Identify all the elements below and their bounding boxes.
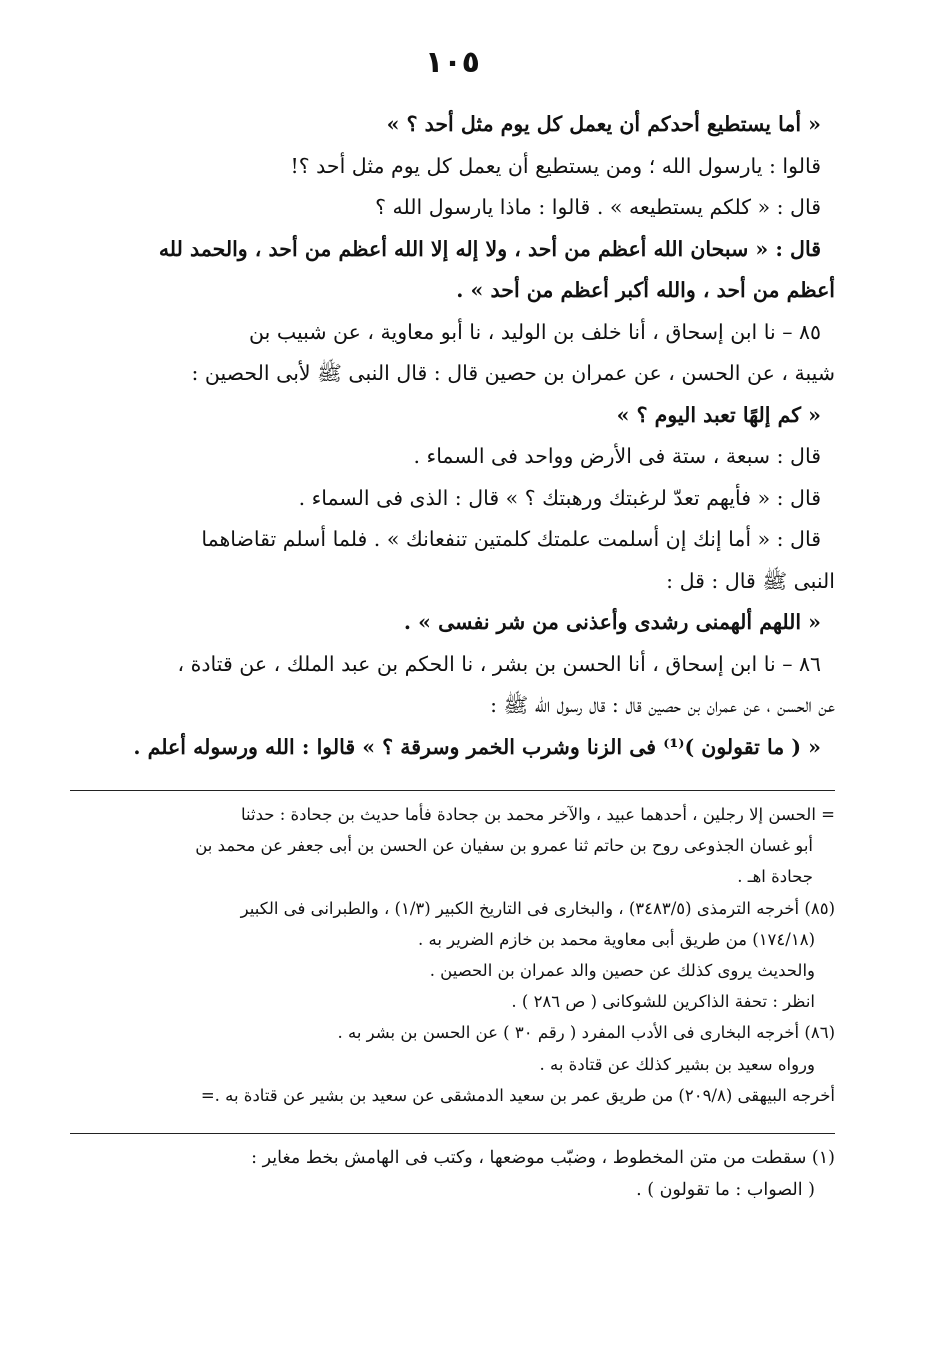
main-text-line: « أما يستطيع أحدكم أن يعمل كل يوم مثل أحد ؟ » <box>386 112 821 136</box>
main-text-line: النبى ﷺ قال : قل : <box>666 568 835 593</box>
main-text-line: عن الحسن ، عن عمران بن حصين قال : قال رسول الله ﷺ : <box>490 693 835 717</box>
note-line: أخرجه البيهقى (٢٠٩/٨) من طريق عمر بن سعيد الدمشقى عن سعيد بن بشير عن قتادة به .= <box>200 1085 835 1105</box>
main-text-line: « ( ما تقولون )⁽¹⁾ فى الزنا وشرب الخمر وسرقة ؟ » قالوا : الله ورسوله أعلم . <box>133 734 821 759</box>
note-line: أبو غسان الجذوعى روح بن حاتم ثنا عمرو بن سفيان عن الحسن بن أبى جعفر عن محمد بن <box>195 836 813 856</box>
footnote-line: (١) سقطت من متن المخطوط ، وضبّب موضعها ، وكتب فى الهامش بخط مغاير : <box>251 1147 835 1168</box>
document-page <box>70 40 835 1206</box>
note-line: (٨٦) أخرجه البخارى فى الأدب المفرد ( رقم ٣٠ ) عن الحسن بن بشر به . <box>337 1023 835 1043</box>
main-text-line: « اللهم ألهمنى رشدى وأعذنى من شر نفسى » . <box>403 610 821 634</box>
note-line: والحديث يروى كذلك عن حصين والد عمران بن الحصين . <box>429 960 815 980</box>
main-text-line: قال : « أما إنك إن أسلمت علمتك كلمتين تنفعانك » . فلما أسلم تقاضاهما <box>201 527 821 551</box>
main-text-line: أعظم من أحد ، والله أكبر أعظم من أحد » . <box>456 278 835 302</box>
note-line: جحادة اهـ . <box>737 867 813 887</box>
main-text-line: قال : « فأيهم تعدّ لرغبتك ورهبتك ؟ » قال : الذى فى السماء . <box>298 485 821 510</box>
main-text-line: ٨٦ – نا ابن إسحاق ، أنا الحسن بن بشر ، نا الحكم بن عبد الملك ، عن قتادة ، <box>177 651 821 676</box>
main-text-line: قال : « كلكم يستطيعه » . قالوا : ماذا يارسول الله ؟ <box>375 195 821 219</box>
note-line: (١٧٤/١٨) من طريق أبى معاوية محمد بن خازم الضرير به . <box>417 929 815 949</box>
hadith-notes <box>70 799 835 1111</box>
main-text-line: ٨٥ – نا ابن إسحاق ، أنا خلف بن الوليد ، نا أبو معاوية ، عن شبيب بن <box>249 319 821 344</box>
main-text-line: قال : « سبحان الله أعظم من أحد ، ولا إله إلا الله أعظم من أحد ، والحمد لله <box>158 236 821 261</box>
main-text-line: « كم إلهًا تعبد اليوم ؟ » <box>616 402 821 427</box>
main-text-line: قالوا : يارسول الله ؛ ومن يستطيع أن يعمل كل يوم مثل أحد ؟! <box>290 153 821 178</box>
footnote-line: ( الصواب : ما تقولون ) . <box>636 1179 815 1200</box>
note-line: انظر : تحفة الذاكرين للشوكانى ( ص ٢٨٦ ) . <box>511 992 815 1012</box>
page-number: ١٠٥ <box>425 45 480 80</box>
footnote-divider <box>70 1133 835 1134</box>
note-line: (٨٥) أخرجه الترمذى (٣٤٨٣/٥) ، والبخارى فى التاريخ الكبير (١/٣) ، والطبرانى فى الكبير <box>240 898 835 918</box>
note-line: ورواه سعيد بن بشير كذلك عن قتادة به . <box>539 1054 815 1074</box>
footnote <box>70 1142 835 1206</box>
main-text-line: قال : سبعة ، ستة فى الأرض وواحد فى السماء . <box>413 444 821 468</box>
main-text-line: شيبة ، عن الحسن ، عن عمران بن حصين قال : قال النبى ﷺ لأبى الحصين : <box>191 361 835 385</box>
main-text <box>70 104 835 768</box>
notes-divider <box>70 790 835 791</box>
note-line: = الحسن إلا رجلين ، أحدهما عبيد ، والآخر محمد بن جحادة فأما حديث بن جحادة : حدثنا <box>241 805 835 824</box>
